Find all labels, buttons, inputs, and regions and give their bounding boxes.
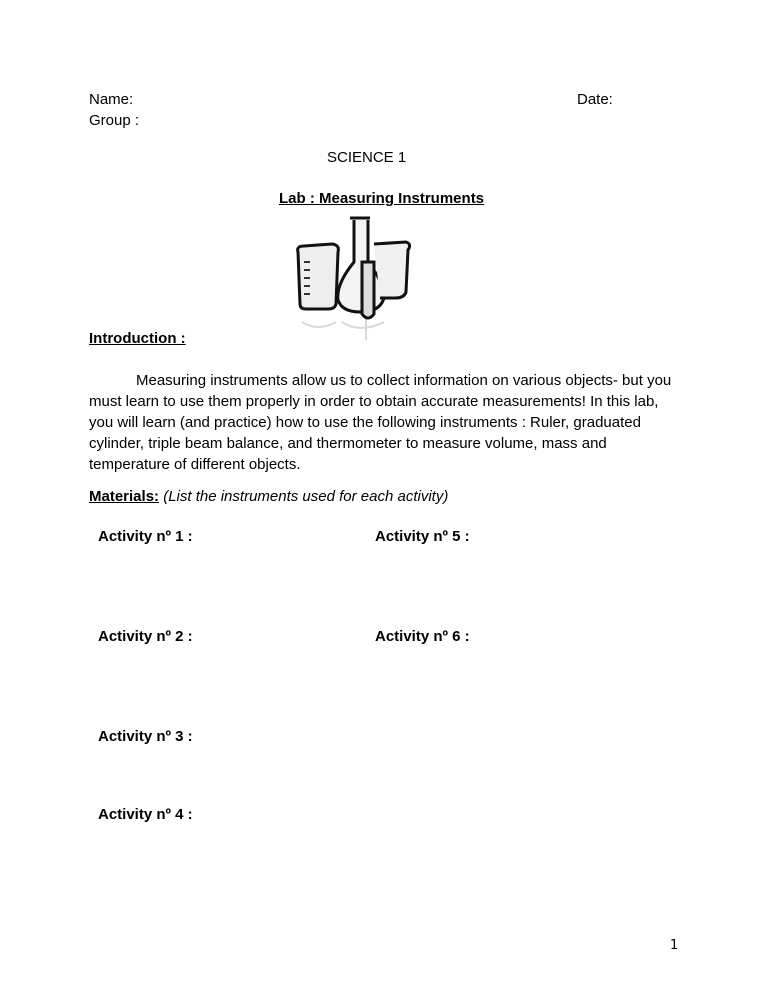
lab-title: Lab : Measuring Instruments [279,190,485,207]
group-label: Group : [89,112,140,129]
activity-1-label: Activity nº 1 : [98,528,193,545]
date-label: Date: [577,91,613,108]
intro-line: temperature of different objects. [89,456,301,473]
name-label: Name: [89,91,134,108]
introduction-paragraph [89,370,689,475]
activity-2-label: Activity nº 2 : [98,628,193,645]
activity-4-label: Activity nº 4 : [98,806,193,823]
materials-line [89,488,448,506]
intro-line: you will learn (and practice) how to use the following instruments : Ruler, graduated [89,414,641,431]
intro-line: cylinder, triple beam balance, and thermometer to measure volume, mass and [89,435,607,452]
activity-3-label: Activity nº 3 : [98,728,193,745]
introduction-heading: Introduction : [89,330,186,347]
materials-heading: Materials: [89,488,160,505]
activity-5-label: Activity nº 5 : [375,528,470,545]
intro-line: must learn to use them properly in order to obtain accurate measurements! In this lab, [89,393,659,410]
page-number: 1 [670,938,679,953]
course-title: SCIENCE 1 [327,149,407,166]
activity-6-label: Activity nº 6 : [375,628,470,645]
intro-line: Measuring instruments allow us to collect information on various objects- but you [136,372,672,389]
materials-note: (List the instruments used for each activity) [163,488,449,505]
lab-glassware-image [288,214,414,342]
